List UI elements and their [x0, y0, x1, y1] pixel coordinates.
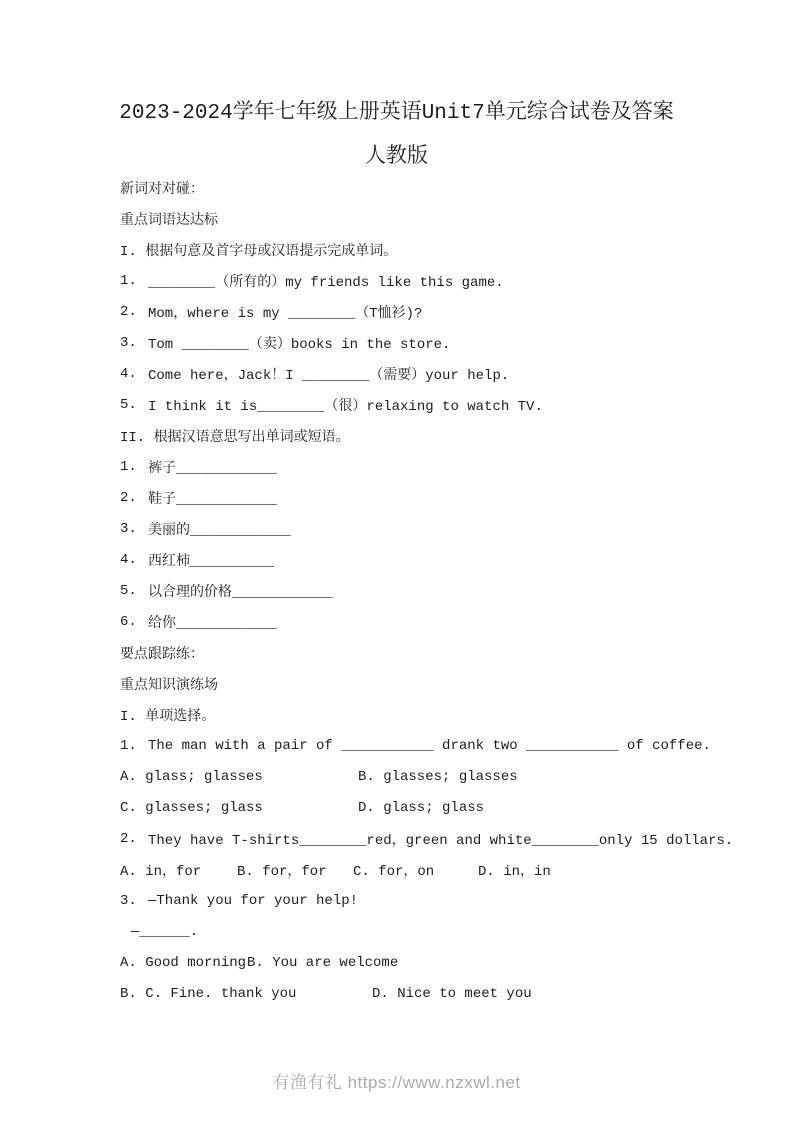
question-line — [120, 451, 733, 482]
question-number: 3. — [120, 892, 137, 909]
question-line — [120, 575, 733, 606]
option-b: B. glasses; glasses — [358, 768, 518, 785]
question-text: I think it is________（很）relaxing to watch TV. — [148, 398, 543, 415]
question-text: The man with a pair of ___________ drank two ___________ of coffee. — [148, 737, 711, 754]
instruction-text: I. 单项选择。 — [120, 708, 216, 725]
question-line — [120, 823, 733, 854]
question-number: 4. — [120, 551, 137, 568]
section-heading — [120, 668, 733, 699]
question-number: 5. — [120, 396, 137, 413]
heading-text: 新词对对碰： — [120, 181, 204, 198]
question-line — [120, 730, 733, 761]
question-number: 1. — [120, 737, 137, 754]
option-b: B. You are welcome — [247, 954, 399, 971]
question-line — [120, 885, 733, 916]
heading-text: 重点词语达达标 — [120, 212, 218, 229]
section-instruction — [120, 699, 733, 730]
question-number: 4. — [120, 365, 137, 382]
option-a: A. Good morning — [120, 954, 247, 971]
option-row — [120, 947, 733, 978]
question-line — [120, 265, 733, 296]
section-heading — [120, 203, 733, 234]
option-a: A. in，for — [120, 863, 202, 880]
question-line — [120, 482, 733, 513]
question-number: 2. — [120, 489, 137, 506]
answer-blank-line — [120, 916, 733, 947]
question-number: 5. — [120, 582, 137, 599]
option-a: A. glass; glasses — [120, 768, 263, 785]
question-text: —Thank you for your help! — [148, 892, 359, 909]
heading-text: 要点跟踪练： — [120, 646, 204, 663]
question-number: 3. — [120, 520, 137, 537]
question-text: Tom ________（卖）books in the store. — [148, 336, 451, 353]
question-number: 6. — [120, 613, 137, 630]
section-instruction — [120, 234, 733, 265]
question-line — [120, 606, 733, 637]
question-text: 以合理的价格____________ — [148, 584, 333, 601]
question-text: 西红柿__________ — [148, 553, 275, 570]
option-b: B. for，for — [237, 863, 327, 880]
option-d: D. in，in — [478, 863, 551, 880]
question-number: 2. — [120, 830, 137, 847]
question-number: 1. — [120, 458, 137, 475]
option-row — [120, 978, 733, 1009]
instruction-text: I. 根据句意及首字母或汉语提示完成单词。 — [120, 243, 398, 260]
section-heading — [120, 637, 733, 668]
question-number: 2. — [120, 303, 137, 320]
question-line — [120, 389, 733, 420]
exam-title: 2023-2024学年七年级上册英语Unit7单元综合试卷及答案 — [119, 102, 674, 125]
section-instruction — [120, 420, 733, 451]
option-row — [120, 792, 733, 823]
question-line — [120, 296, 733, 327]
footer-watermark: 有渔有礼 https://www.nzxwl.net — [272, 1073, 521, 1092]
option-d: D. Nice to meet you — [372, 985, 532, 1002]
question-text: ________（所有的）my friends like this game. — [148, 274, 504, 291]
question-text: They have T-shirts________red，green and white________only 15 dollars. — [148, 832, 734, 849]
question-number: 1. — [120, 272, 137, 289]
question-number: 3. — [120, 334, 137, 351]
exam-subtitle: 人教版 — [365, 146, 428, 169]
question-text: Come here，Jack！I ________（需要）your help. — [148, 367, 510, 384]
exam-body — [0, 171, 793, 1009]
question-text: 美丽的____________ — [148, 522, 291, 539]
option-c: B. C. Fine. thank you — [120, 985, 297, 1002]
question-line — [120, 327, 733, 358]
question-line — [120, 513, 733, 544]
question-text: 鞋子____________ — [148, 491, 277, 508]
question-text: 给你____________ — [148, 615, 277, 632]
option-d: D. glass; glass — [358, 799, 485, 816]
question-line — [120, 544, 733, 575]
option-c: C. glasses; glass — [120, 799, 263, 816]
blank-text: —______. — [131, 923, 199, 940]
option-c: C. for，on — [353, 863, 435, 880]
question-text: 裤子____________ — [148, 460, 277, 477]
option-row — [120, 854, 733, 885]
heading-text: 重点知识演练场 — [120, 677, 218, 694]
option-row — [120, 761, 733, 792]
section-heading — [120, 172, 733, 203]
question-text: Mom，where is my ________（T恤衫)? — [148, 305, 423, 322]
instruction-text: II. 根据汉语意思写出单词或短语。 — [120, 429, 350, 446]
question-line — [120, 358, 733, 389]
